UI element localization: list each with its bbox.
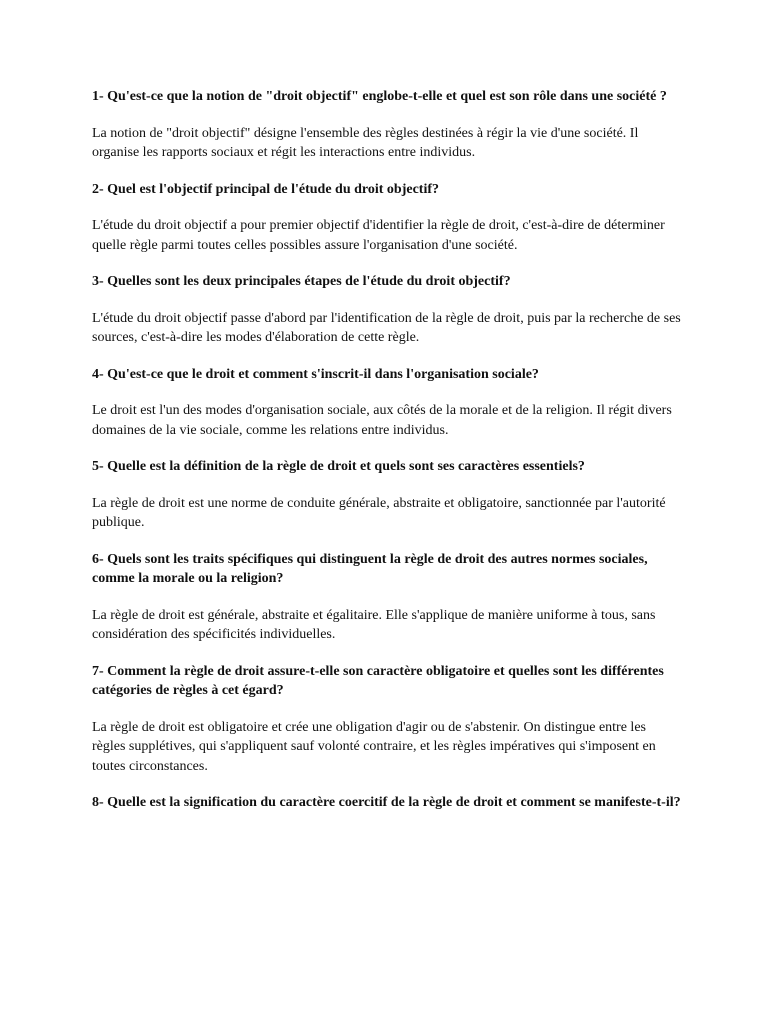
- qa-item-4: [92, 365, 682, 441]
- answer-6: La règle de droit est générale, abstraite et égalitaire. Elle s'applique de manière uniforme à tous, sans considération des spécificités individuelles.: [92, 607, 656, 642]
- question-6: 6- Quels sont les traits spécifiques qui distinguent la règle de droit des autres normes sociales, comme la morale ou la religion?: [92, 551, 648, 586]
- answer-7: La règle de droit est obligatoire et crée une obligation d'agir ou de s'abstenir. On distingue entre les règles supplétives, qui s'appliquent sauf volonté contraire, et les règles impératives qui s'imposent en toutes circonstances.: [92, 719, 656, 774]
- qa-item-5: [92, 457, 682, 533]
- question-5: 5- Quelle est la définition de la règle de droit et quels sont ses caractères essentiels?: [92, 459, 585, 474]
- answer-2: L'étude du droit objectif a pour premier objectif d'identifier la règle de droit, c'est-à-dire de déterminer quelle règle parmi toutes celles possibles assure l'organisation d'une société.: [92, 218, 665, 253]
- question-1: 1- Qu'est-ce que la notion de "droit objectif" englobe-t-elle et quel est son rôle dans une société ?: [92, 89, 667, 104]
- document-page: [92, 87, 682, 830]
- answer-1: La notion de "droit objectif" désigne l'ensemble des règles destinées à régir la vie d'une société. Il organise les rapports sociaux et régit les interactions entre individus.: [92, 125, 639, 160]
- question-2: 2- Quel est l'objectif principal de l'étude du droit objectif?: [92, 181, 439, 197]
- qa-item-3: [92, 272, 682, 348]
- question-7: 7- Comment la règle de droit assure-t-elle son caractère obligatoire et quelles sont les différentes catégories de règles à cet égard?: [92, 663, 664, 698]
- answer-3: L'étude du droit objectif passe d'abord par l'identification de la règle de droit, puis par la recherche de ses sources, c'est-à-dire les modes d'élaboration de cette règle.: [92, 310, 681, 345]
- question-8: 8- Quelle est la signification du caractère coercitif de la règle de droit et comment se manifeste-t-il?: [92, 795, 681, 810]
- answer-5: La règle de droit est une norme de conduite générale, abstraite et obligatoire, sanctionnée par l'autorité publique.: [92, 495, 666, 530]
- qa-item-2: [92, 180, 682, 256]
- qa-item-1: [92, 87, 682, 163]
- answer-4: Le droit est l'un des modes d'organisation sociale, aux côtés de la morale et de la religion. Il régit divers domaines de la vie sociale, comme les relations entre individus.: [92, 403, 672, 438]
- qa-item-7: [92, 662, 682, 777]
- question-4: 4- Qu'est-ce que le droit et comment s'inscrit-il dans l'organisation sociale?: [92, 366, 539, 382]
- qa-item-6: [92, 550, 682, 645]
- qa-item-8: [92, 793, 682, 813]
- question-3: 3- Quelles sont les deux principales étapes de l'étude du droit objectif?: [92, 274, 511, 289]
